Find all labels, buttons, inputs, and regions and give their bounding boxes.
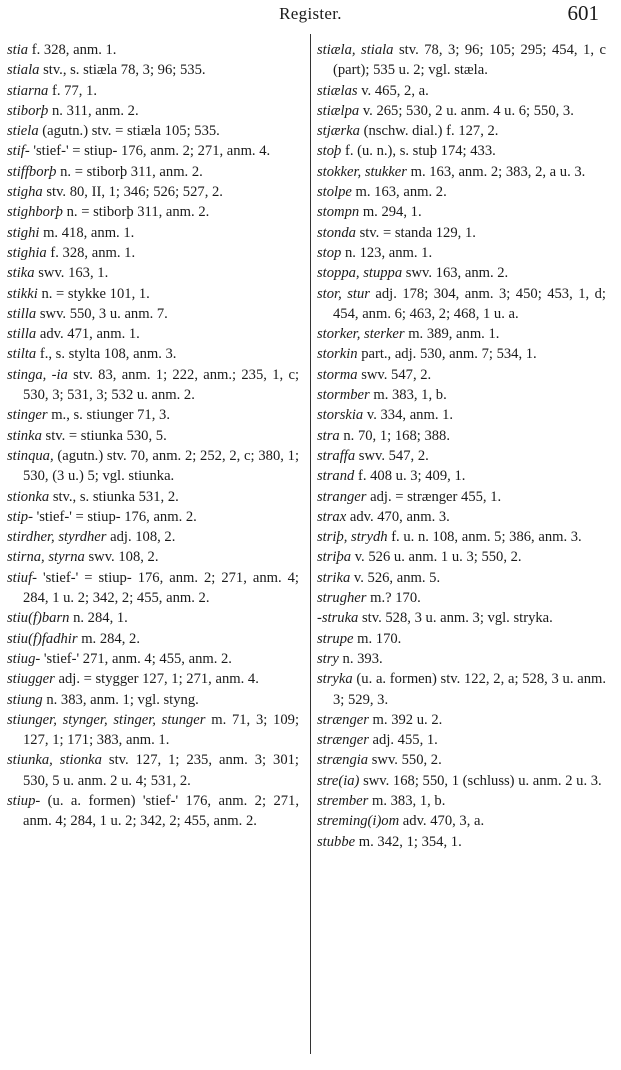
- register-entry: [7, 60, 299, 80]
- register-entry: [7, 182, 299, 202]
- entry-text: m.? 170.: [366, 590, 421, 607]
- register-entry: [317, 669, 606, 710]
- entry-text: stv. 127, 1; 235, anm. 3; 301; 530, 5 u. anm. 2 u. 4; 531, 2.: [23, 752, 299, 789]
- entry-text: 'stief-' = stiup- 176, anm. 2; 271, anm. 4.: [29, 143, 271, 160]
- register-entry: [7, 750, 299, 791]
- register-entry: [317, 81, 606, 101]
- register-entry: [317, 446, 606, 466]
- register-entry: [7, 547, 299, 567]
- entry-lemma: strupe: [317, 630, 354, 647]
- entry-text: f., s. stylta 108, anm. 3.: [36, 346, 177, 363]
- entry-lemma: stiæla, stiala: [317, 42, 394, 58]
- entry-text: stv. = stiunka 530, 5.: [41, 427, 167, 444]
- register-entry: [7, 507, 299, 527]
- register-entry: [317, 141, 606, 161]
- entry-lemma: stra: [317, 427, 340, 444]
- entry-lemma: strugher: [317, 590, 367, 607]
- entry-text: m. 284, 2.: [77, 630, 140, 647]
- entry-text: n. 284, 1.: [69, 610, 128, 627]
- register-entry: [7, 426, 299, 446]
- entry-text: f. 328, anm. 1.: [46, 244, 136, 261]
- entry-lemma: stia: [7, 42, 29, 58]
- entry-lemma: stubbe: [317, 833, 356, 850]
- entry-text: (nschw. dial.) f. 127, 2.: [359, 123, 499, 140]
- register-entry: [317, 832, 606, 852]
- entry-lemma: stokker, stukker: [317, 163, 407, 180]
- register-entry: [317, 101, 606, 121]
- entry-text: swv. 550, 3 u. anm. 7.: [36, 305, 168, 322]
- entry-text: v. 265; 530, 2 u. anm. 4 u. 6; 550, 3.: [359, 102, 574, 119]
- register-entry: [317, 344, 606, 364]
- entry-text: n. 311, anm. 2.: [48, 102, 139, 119]
- entry-lemma: stinger: [7, 407, 48, 424]
- entry-lemma: strember: [317, 792, 369, 809]
- entry-text: (agutn.) stv. = stiæla 105; 535.: [38, 123, 220, 140]
- register-entry: [317, 182, 606, 202]
- register-entry: [317, 223, 606, 243]
- entry-text: 'stief-' 271, anm. 4; 455, anm. 2.: [40, 650, 232, 667]
- register-entry: [7, 263, 299, 283]
- entry-text: m. 392 u. 2.: [368, 711, 443, 728]
- register-entry: [317, 750, 606, 770]
- register-entry: [7, 669, 299, 689]
- entry-lemma: stilla: [7, 326, 37, 343]
- entry-lemma: stoþ: [317, 143, 342, 160]
- register-entry: [7, 791, 299, 832]
- entry-lemma: streming(i)om: [317, 813, 400, 830]
- entry-lemma: stikki: [7, 285, 38, 302]
- entry-lemma: stonda: [317, 224, 356, 241]
- entry-lemma: strika: [317, 569, 351, 586]
- entry-lemma: stip-: [7, 508, 33, 525]
- entry-text: adv. 471, anm. 1.: [36, 326, 140, 343]
- entry-text: swv. 547, 2.: [357, 366, 432, 383]
- register-entry: [7, 649, 299, 669]
- entry-lemma: stranger: [317, 488, 367, 505]
- register-entry: [7, 40, 299, 60]
- entry-lemma: straffa: [317, 447, 356, 464]
- register-entry: [7, 446, 299, 487]
- register-entry: [7, 121, 299, 141]
- register-entry: [317, 791, 606, 811]
- entry-text: f. 408 u. 3; 409, 1.: [354, 468, 466, 485]
- register-entry: [317, 426, 606, 446]
- register-entry: [317, 527, 606, 547]
- entry-text: swv. 108, 2.: [84, 549, 159, 566]
- entry-lemma: stighborþ: [7, 204, 63, 221]
- entry-lemma: stinka: [7, 427, 42, 444]
- entry-lemma: stiung: [7, 691, 43, 708]
- entry-lemma: strænger: [317, 711, 369, 728]
- entry-text: (u. a. formen) stv. 122, 2, a; 528, 3 u. anm. 3; 529, 3.: [333, 671, 606, 708]
- entry-text: stv. 83, anm. 1; 222, anm.; 235, 1, c; 530, 3; 531, 3; 532 u. anm. 2.: [23, 366, 299, 404]
- entry-lemma: stop: [317, 244, 342, 261]
- register-entry: [317, 568, 606, 588]
- register-entry: [317, 405, 606, 425]
- entry-lemma: stighi: [7, 224, 40, 241]
- entry-lemma: stiffborþ: [7, 163, 57, 180]
- entry-text: stv. 528, 3 u. anm. 3; vgl. stryka.: [358, 610, 553, 627]
- register-entry: [317, 547, 606, 567]
- register-entry: [317, 710, 606, 730]
- entry-lemma: stiarna: [7, 82, 49, 99]
- register-entry: [317, 162, 606, 182]
- entry-lemma: strænger: [317, 732, 369, 749]
- entry-lemma: stiugger: [7, 671, 55, 688]
- entry-text: swv. 163, anm. 2.: [402, 265, 509, 282]
- entry-text: stv. 78, 3; 96; 105; 295; 454, 1, c (part); 535 u. 2; vgl. stæla.: [333, 42, 606, 79]
- entry-text: m. 163, anm. 2.: [351, 184, 447, 201]
- entry-lemma: stiup-: [7, 792, 41, 809]
- register-entry: [317, 730, 606, 750]
- entry-text: adj. = strænger 455, 1.: [366, 488, 502, 505]
- entry-text: stv., s. stiæla 78, 3; 96; 535.: [39, 62, 206, 79]
- register-entry: [317, 202, 606, 222]
- entry-text: m. 418, anm. 1.: [39, 224, 135, 241]
- entry-lemma: storma: [317, 366, 358, 383]
- entry-text: v. 526, anm. 5.: [350, 569, 441, 586]
- register-entry: [7, 710, 299, 751]
- entry-text: adj. = stygger 127, 1; 271, anm. 4.: [54, 671, 259, 688]
- entry-text: m. 71, 3; 109; 127, 1; 171; 383, anm. 1.: [23, 711, 300, 749]
- entry-lemma: stiborþ: [7, 102, 49, 119]
- entry-lemma: stjærka: [317, 123, 360, 140]
- entry-text: n. = stiborþ 311, anm. 2.: [56, 163, 203, 180]
- entry-lemma: striþ, strydh: [317, 529, 388, 546]
- entry-text: swv. 163, 1.: [34, 265, 109, 282]
- register-entry: [7, 162, 299, 182]
- entry-text: swv. 547, 2.: [355, 447, 429, 464]
- register-entry: [7, 608, 299, 628]
- entry-text: adj. 178; 304, anm. 3; 450; 453, 1, d; 454, anm. 6; 463, 2; 468, 1 u. a.: [333, 285, 606, 322]
- entry-text: stv. = standa 129, 1.: [355, 224, 476, 241]
- register-entry: [7, 527, 299, 547]
- entry-text: n. 70, 1; 168; 388.: [339, 427, 450, 444]
- register-entry: [7, 324, 299, 344]
- running-title: Register.: [279, 4, 342, 23]
- register-entry: [317, 771, 606, 791]
- entry-lemma: striþa: [317, 549, 352, 566]
- entry-text: v. 465, 2, a.: [357, 82, 429, 99]
- entry-lemma: stre(ia): [317, 772, 360, 789]
- register-entry: [317, 324, 606, 344]
- entry-text: adv. 470, anm. 3.: [346, 508, 450, 525]
- register-entry: [317, 121, 606, 141]
- entry-text: n. = stykke 101, 1.: [37, 285, 150, 302]
- register-entry: [7, 487, 299, 507]
- entry-text: m., s. stiunger 71, 3.: [47, 407, 170, 424]
- entry-lemma: stika: [7, 265, 35, 282]
- entry-text: m. 163, anm. 2; 383, 2, a u. 3.: [406, 163, 586, 180]
- entry-lemma: stolpe: [317, 184, 352, 201]
- register-entry: [7, 284, 299, 304]
- register-entry: [317, 588, 606, 608]
- register-entry: [7, 202, 299, 222]
- register-entry: [7, 690, 299, 710]
- entry-lemma: -struka: [317, 610, 359, 627]
- entry-lemma: stilla: [7, 305, 37, 322]
- entry-lemma: stiu(f)fadhir: [7, 630, 78, 647]
- entry-lemma: stormber: [317, 387, 370, 404]
- entry-text: part., adj. 530, anm. 7; 534, 1.: [357, 346, 537, 363]
- entry-lemma: strax: [317, 508, 347, 525]
- register-entry: [317, 365, 606, 385]
- page-number: 601: [567, 1, 599, 25]
- entry-lemma: stiug-: [7, 650, 41, 667]
- entry-lemma: stiunka, stionka: [7, 752, 102, 769]
- register-entry: [7, 344, 299, 364]
- register-entry: [317, 487, 606, 507]
- register-entry: [317, 243, 606, 263]
- register-entry: [7, 568, 299, 609]
- entry-text: m. 170.: [353, 630, 402, 647]
- entry-text: n. = stiborþ 311, anm. 2.: [62, 204, 210, 221]
- entry-lemma: stiunger, stynger, stinger, stunger: [7, 711, 206, 728]
- register-entry: [317, 649, 606, 669]
- entry-lemma: storker, sterker: [317, 326, 405, 343]
- entry-lemma: stiu(f)barn: [7, 610, 70, 627]
- entry-text: m. 383, 1, b.: [368, 792, 446, 809]
- entry-text: m. 342, 1; 354, 1.: [355, 833, 462, 850]
- entry-lemma: stinga, -ia: [7, 366, 68, 383]
- register-entry: [7, 304, 299, 324]
- page-header: [0, 0, 621, 32]
- entry-text: stv. 80, II, 1; 346; 526; 527, 2.: [42, 184, 223, 201]
- entry-text: 'stief-' = stiup- 176, anm. 2; 271, anm. 4; 284, 1 u. 2; 342, 2; 455, anm. 2.: [23, 569, 299, 607]
- entry-lemma: stinqua,: [7, 447, 54, 464]
- entry-lemma: stry: [317, 650, 339, 667]
- entry-lemma: stirna, styrna: [7, 549, 85, 566]
- register-entry: [7, 243, 299, 263]
- entry-lemma: stigha: [7, 184, 43, 201]
- column-divider: [310, 34, 311, 1054]
- entry-text: f. 328, anm. 1.: [28, 42, 117, 58]
- entry-text: n. 383, anm. 1; vgl. styng.: [42, 691, 199, 708]
- entry-text: m. 389, anm. 1.: [404, 326, 500, 343]
- entry-lemma: stiuf-: [7, 569, 37, 586]
- register-entry: [317, 608, 606, 628]
- entry-lemma: storskia: [317, 407, 364, 424]
- register-entry: [317, 284, 606, 325]
- entry-text: swv. 550, 2.: [368, 752, 442, 769]
- entry-lemma: strængia: [317, 752, 369, 769]
- entry-text: stv., s. stiunka 531, 2.: [49, 488, 179, 505]
- register-entry: [7, 629, 299, 649]
- entry-lemma: stryka: [317, 671, 353, 688]
- entry-text: n. 393.: [338, 650, 383, 667]
- entry-text: (u. a. formen) 'stief-' 176, anm. 2; 271, anm. 4; 284, 1 u. 2; 342, 2; 455, anm. 2.: [23, 792, 299, 830]
- entry-lemma: stionka: [7, 488, 50, 505]
- register-entry: [317, 40, 606, 81]
- register-entry: [7, 101, 299, 121]
- entry-text: (agutn.) stv. 70, anm. 2; 252, 2, c; 380, 1; 530, (3 u.) 5; vgl. stiunka.: [23, 447, 299, 485]
- register-entry: [7, 405, 299, 425]
- register-entry: [317, 263, 606, 283]
- entry-text: adj. 455, 1.: [368, 732, 438, 749]
- entry-lemma: stor, stur: [317, 285, 370, 302]
- entry-text: f. u. n. 108, anm. 5; 386, anm. 3.: [387, 529, 582, 546]
- entry-lemma: stiala: [7, 62, 40, 79]
- register-entry: [7, 81, 299, 101]
- entry-lemma: stirdher, styrdher: [7, 529, 107, 546]
- entry-text: v. 526 u. anm. 1 u. 3; 550, 2.: [351, 549, 522, 566]
- register-entry: [317, 507, 606, 527]
- entry-lemma: stiælas: [317, 82, 358, 99]
- entry-lemma: stiela: [7, 123, 39, 140]
- entry-lemma: stiælpa: [317, 102, 360, 119]
- entry-text: m. 383, 1, b.: [369, 387, 447, 404]
- register-entry: [7, 223, 299, 243]
- entry-lemma: stompn: [317, 204, 360, 221]
- entry-lemma: stif-: [7, 143, 30, 160]
- entry-text: adv. 470, 3, a.: [399, 813, 485, 830]
- entry-lemma: stighia: [7, 244, 47, 261]
- entry-lemma: storkin: [317, 346, 358, 363]
- entry-text: 'stief-' = stiup- 176, anm. 2.: [32, 508, 197, 525]
- register-entry: [7, 141, 299, 161]
- entry-text: swv. 168; 550, 1 (schluss) u. anm. 2 u. 3.: [359, 772, 602, 789]
- register-entry: [317, 385, 606, 405]
- entry-text: n. 123, anm. 1.: [341, 244, 433, 261]
- register-entry: [7, 365, 299, 406]
- entry-lemma: stoppa, stuppa: [317, 265, 403, 282]
- entry-text: adj. 108, 2.: [106, 529, 176, 546]
- register-entry: [317, 466, 606, 486]
- left-column: [7, 40, 299, 832]
- entry-lemma: stilta: [7, 346, 37, 363]
- register-entry: [317, 811, 606, 831]
- entry-lemma: strand: [317, 468, 355, 485]
- entry-text: v. 334, anm. 1.: [363, 407, 454, 424]
- register-entry: [317, 629, 606, 649]
- right-column: [317, 40, 606, 852]
- entry-text: f. 77, 1.: [48, 82, 98, 99]
- entry-text: m. 294, 1.: [359, 204, 422, 221]
- entry-text: f. (u. n.), s. stuþ 174; 433.: [341, 143, 496, 160]
